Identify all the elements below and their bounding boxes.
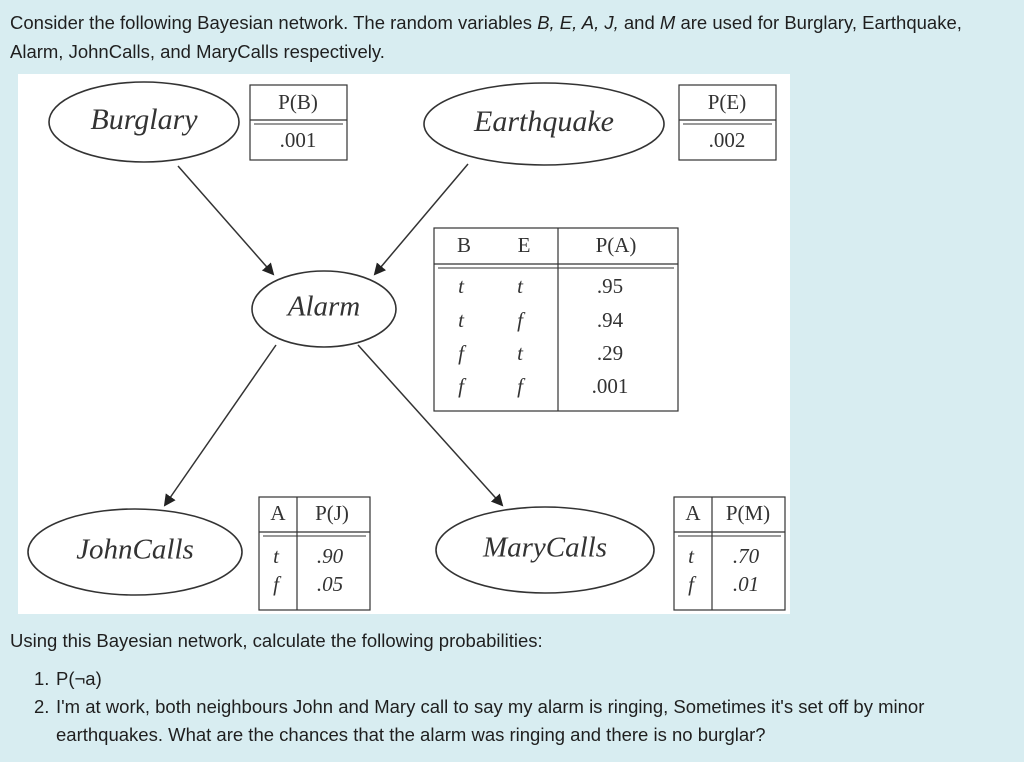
cpt-alarm-cell: f (517, 373, 523, 398)
cpt-alarm-cell: t (517, 273, 523, 298)
cpt-alarm-header-b: B (456, 232, 472, 257)
cpt-marycalls-header-p: P(M) (725, 500, 771, 525)
cpt-marycalls-header-a: A (685, 500, 701, 525)
cpt-marycalls-cell: f (688, 571, 694, 596)
cpt-alarm-cell: t (458, 273, 464, 298)
cpt-alarm-cell: .29 (596, 340, 624, 365)
question-number: 2. (34, 696, 50, 717)
cpt-alarm-cell: .95 (596, 273, 624, 298)
cpt-earthquake (679, 85, 776, 160)
cpt-johncalls-cell: .90 (316, 543, 344, 568)
node-alarm (252, 271, 396, 347)
intro-part1: Consider the following Bayesian network. The random variables (10, 12, 538, 33)
node-earthquake (424, 83, 664, 165)
cpt-burglary (250, 85, 347, 160)
intro-part2: and (618, 12, 660, 33)
node-johncalls (28, 509, 242, 595)
node-marycalls (436, 507, 654, 593)
cpt-earthquake-value: .002 (708, 127, 746, 152)
bayes-network-figure (18, 74, 790, 614)
cpt-alarm-header-e: E (517, 232, 531, 257)
cpt-alarm-cell: .001 (591, 373, 629, 398)
cpt-burglary-value: .001 (279, 127, 317, 152)
node-johncalls-label: JohnCalls (76, 533, 194, 566)
node-alarm-label: Alarm (287, 290, 361, 323)
cpt-johncalls-header-a: A (270, 500, 286, 525)
node-burglary-label: Burglary (90, 102, 198, 136)
question-text: P(¬a) (56, 668, 102, 689)
question-list (34, 665, 1014, 749)
cpt-alarm-cell: f (517, 307, 523, 332)
cpt-alarm-cell: f (458, 340, 464, 365)
cpt-marycalls (674, 497, 785, 610)
question-number: 1. (34, 668, 50, 689)
cpt-earthquake-header: P(E) (707, 89, 747, 114)
intro-text (10, 8, 1014, 66)
question-item (34, 665, 1014, 693)
node-earthquake-label: Earthquake (474, 104, 614, 138)
node-burglary (49, 82, 239, 162)
cpt-burglary-header: P(B) (278, 89, 318, 114)
cpt-johncalls-cell: t (273, 543, 279, 568)
cpt-alarm (434, 228, 678, 411)
intro-part3: are used for Burglary, Earthquake, Alarm, JohnCalls, and MaryCalls respectively. (10, 12, 962, 62)
bayes-network-diagram (18, 74, 790, 614)
node-marycalls-label: MaryCalls (482, 531, 608, 564)
cpt-alarm-cell: f (458, 373, 464, 398)
question-item (34, 693, 1014, 749)
cpt-alarm-cell: t (517, 340, 523, 365)
cpt-marycalls-cell: .01 (732, 571, 760, 596)
intro-var-m: M (659, 12, 676, 33)
intro-vars: B, E, A, J, (537, 12, 619, 33)
edge-alarm-johncalls (165, 345, 276, 505)
cpt-marycalls-cell: t (688, 543, 694, 568)
question-text: I'm at work, both neighbours John and Mary call to say my alarm is ringing, Sometimes it's set off by minor earthquakes. What are the chances that the alarm was ringing and there is no burglar? (56, 696, 925, 745)
cpt-alarm-header-p: P(A) (595, 232, 637, 257)
cpt-johncalls (259, 497, 370, 610)
question-lead: Using this Bayesian network, calculate the following probabilities: (10, 630, 543, 651)
cpt-johncalls-header-p: P(J) (315, 500, 349, 525)
cpt-alarm-cell: t (458, 307, 464, 332)
cpt-marycalls-cell: .70 (732, 543, 760, 568)
cpt-alarm-cell: .94 (596, 307, 624, 332)
cpt-johncalls-cell: .05 (316, 571, 344, 596)
edge-burglary-alarm (178, 166, 273, 274)
cpt-johncalls-cell: f (273, 571, 279, 596)
